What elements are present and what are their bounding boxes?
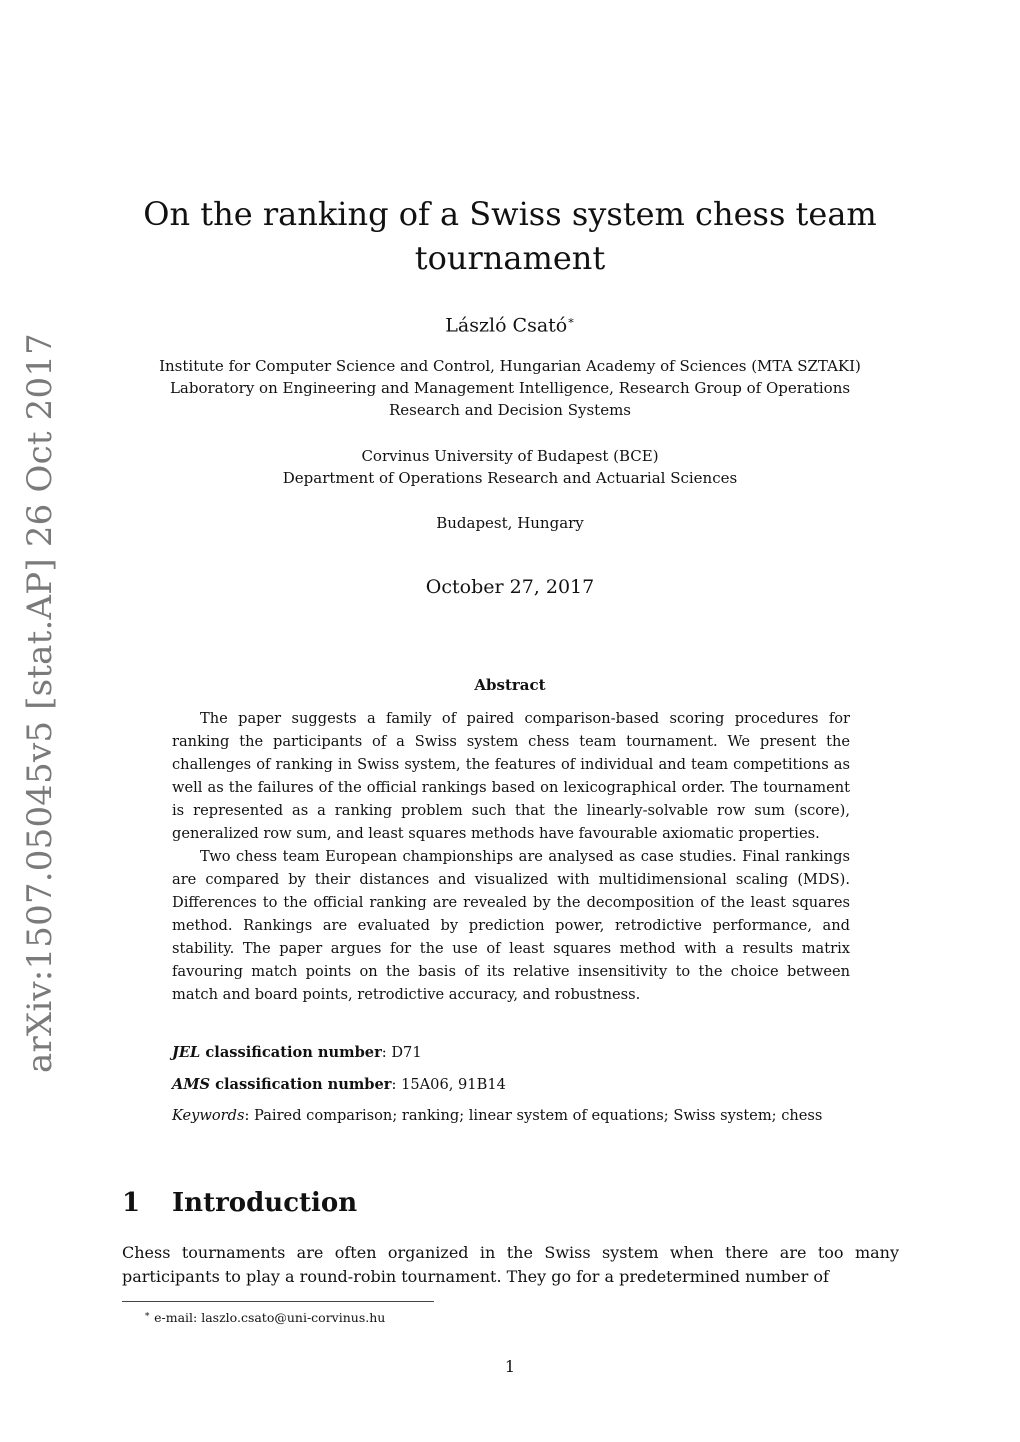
footnote (144, 1306, 385, 1327)
abstract-paragraph-1: The paper suggests a family of paired comparison-based scoring procedures for ranking the participants of a Swiss system chess team tournament. We present the challenges of ranking in Swiss system, the features of individual and team competitions as well as the failures of the official rankings based on lexicographical order. The tournament is represented as a ranking problem such that the linearly-solvable row sum (score), generalized row sum, and least squares methods have favourable axiomatic properties. (172, 710, 850, 842)
affiliation-line: Institute for Computer Science and Control, Hungarian Academy of Sciences (MTA SZTAKI) (159, 357, 861, 375)
footnote-text: e-mail: laszlo.csato@uni-corvinus.hu (154, 1310, 386, 1326)
keywords-label: Keywords (172, 1107, 245, 1124)
author (0, 309, 1020, 337)
abstract-heading: Abstract (474, 676, 546, 694)
publication-date: October 27, 2017 (425, 576, 595, 598)
keywords: Keywords: Paired comparison; ranking; linear system of equations; Swiss system; chess (172, 1107, 823, 1124)
affiliation-block-1 (0, 355, 1020, 421)
ams-classification: AMS classification number: 15A06, 91B14 (172, 1076, 506, 1093)
jel-value: D71 (391, 1044, 422, 1061)
ams-label: AMS (172, 1076, 211, 1093)
affiliation-block-2 (0, 445, 1020, 489)
footnote-divider (122, 1301, 434, 1302)
affiliation-line: Corvinus University of Budapest (BCE) (361, 447, 659, 465)
section-heading (122, 1186, 357, 1220)
footnote-mark: ∗ (144, 1310, 151, 1320)
paper-title-line-1: On the ranking of a Swiss system chess team (143, 195, 877, 233)
ams-label-suffix: classification number (215, 1076, 392, 1093)
jel-classification: JEL classification number: D71 (172, 1044, 422, 1061)
section-number: 1 (122, 1188, 141, 1218)
ams-value: 15A06, 91B14 (401, 1076, 506, 1093)
affiliation-location: Budapest, Hungary (436, 514, 584, 532)
author-footnote-mark: ∗ (567, 314, 575, 327)
page-number: 1 (504, 1357, 516, 1376)
arxiv-identifier-stamp: arXiv:1507.05045v5 [stat.AP] 26 Oct 2017 (20, 332, 60, 1073)
abstract-paragraph-2: Two chess team European championships are analysed as case studies. Final rankings are compared by their distances and visualized with multidimensional scaling (MDS). Differences to the official ranking are revealed by the decomposition of the least squares method. Rankings are evaluated by prediction power, retrodictive performance, and stability. The paper argues for the use of least squares method with a results matrix favouring match points on the basis of its relative insensitivity to the choice between match and board points, retrodictive accuracy, and robustness. (172, 848, 850, 1003)
introduction-paragraph: Chess tournaments are often organized in the Swiss system when there are too many participants to play a round-robin tournament. They go for a predetermined number of (122, 1243, 899, 1286)
section-title: Introduction (172, 1188, 358, 1218)
jel-label: JEL (172, 1044, 201, 1061)
affiliation-line: Department of Operations Research and Actuarial Sciences (282, 469, 738, 487)
paper-title (0, 192, 1020, 280)
paper-title-line-2: tournament (414, 239, 606, 277)
affiliation-line: Research and Decision Systems (389, 401, 631, 419)
jel-label-suffix: classification number (205, 1044, 382, 1061)
affiliation-line: Laboratory on Engineering and Management Intelligence, Research Group of Operations (169, 379, 851, 397)
author-name: László Csató (445, 314, 568, 337)
keywords-value: Paired comparison; ranking; linear system of equations; Swiss system; chess (254, 1107, 823, 1124)
abstract-body (172, 707, 850, 1006)
